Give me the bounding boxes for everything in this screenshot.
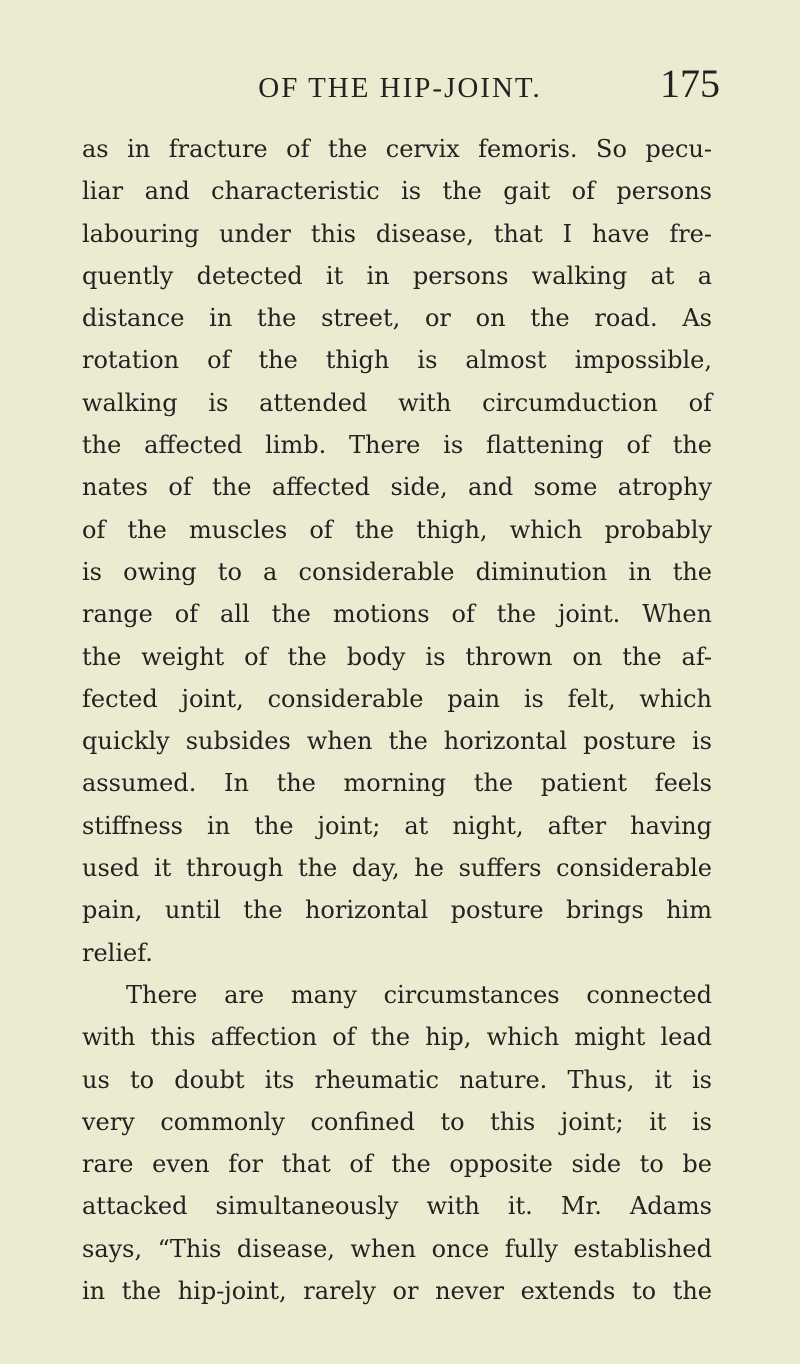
text-line: attacked simultaneously with it. Mr. Adams [82, 1192, 712, 1221]
text-line: quickly subsides when the horizontal posture is [82, 727, 712, 756]
text-line: nates of the affected side, and some atrophy [82, 473, 712, 502]
body-text [82, 128, 712, 1312]
text-line: fected joint, considerable pain is felt, which [82, 684, 712, 713]
page-number: 175 [660, 61, 720, 106]
text-line: the affected limb. There is flattening of the [82, 431, 712, 460]
text-line: with this affection of the hip, which might lead [82, 1023, 712, 1052]
paragraph-start-line: There are many circumstances connected [126, 980, 712, 1009]
text-line: rotation of the thigh is almost impossible, [82, 346, 712, 375]
text-line: range of all the motions of the joint. When [82, 600, 712, 629]
text-line: of the muscles of the thigh, which probably [82, 515, 712, 544]
text-line: assumed. In the morning the patient feels [82, 769, 712, 798]
text-line: liar and characteristic is the gait of persons [82, 177, 712, 206]
text-line: used it through the day, he suffers considerable [82, 854, 712, 883]
text-line: walking is attended with circumduction of [82, 388, 712, 417]
text-line: in the hip-joint, rarely or never extends to the [82, 1277, 712, 1306]
text-line: labouring under this disease, that I have fre- [82, 219, 712, 248]
paragraph-end-line: relief. [82, 938, 153, 967]
running-head [80, 62, 720, 112]
text-line: quently detected it in persons walking at a [82, 261, 712, 290]
text-line: the weight of the body is thrown on the af- [82, 642, 712, 671]
text-line: is owing to a considerable diminution in the [82, 557, 712, 586]
text-line: distance in the street, or on the road. As [82, 304, 712, 333]
text-line: as in fracture of the cervix femoris. So pecu- [82, 135, 712, 163]
text-line: pain, until the horizontal posture brings him [82, 896, 712, 925]
text-line: stiffness in the joint; at night, after having [82, 811, 712, 840]
text-line: very commonly confined to this joint; it is [82, 1107, 712, 1136]
text-line: says, “This disease, when once fully established [82, 1234, 712, 1263]
text-line: rare even for that of the opposite side to be [82, 1150, 712, 1179]
running-title: OF THE HIP-JOINT. [258, 72, 542, 104]
text-line: us to doubt its rheumatic nature. Thus, it is [82, 1065, 712, 1094]
